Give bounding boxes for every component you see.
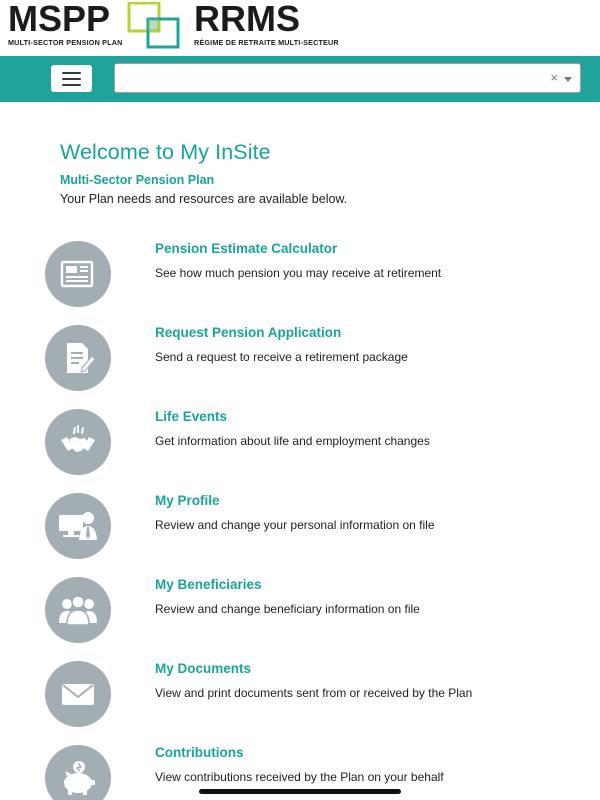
item-description: View and print documents sent from or received by the Plan bbox=[155, 686, 473, 700]
rrms-subtitle: RÉGIME DE RETRAITE MULTI-SECTEUR bbox=[194, 38, 339, 47]
piggy-bank-icon[interactable] bbox=[45, 745, 111, 800]
rrms-wordmark: RRMS bbox=[194, 0, 300, 39]
clear-icon[interactable]: × bbox=[550, 70, 558, 85]
item-description: See how much pension you may receive at retirement bbox=[155, 266, 442, 280]
welcome-section bbox=[60, 140, 560, 206]
profile-computer-icon[interactable] bbox=[45, 493, 111, 559]
logo-squares-icon bbox=[126, 2, 182, 50]
item-description: Review and change your personal information on file bbox=[155, 518, 435, 532]
item-my-profile[interactable] bbox=[45, 493, 585, 559]
item-request-pension-application[interactable] bbox=[45, 325, 585, 391]
plan-select[interactable] bbox=[114, 63, 581, 93]
item-title[interactable]: My Beneficiaries bbox=[155, 577, 262, 592]
menu-button[interactable] bbox=[51, 65, 92, 92]
item-title[interactable]: My Profile bbox=[155, 493, 220, 508]
home-indicator[interactable] bbox=[199, 789, 401, 794]
plan-name: Multi-Sector Pension Plan bbox=[60, 173, 215, 187]
handshake-icon[interactable] bbox=[45, 409, 111, 475]
item-description: Review and change beneficiary information on file bbox=[155, 602, 420, 616]
hamburger-icon-line bbox=[62, 84, 81, 86]
item-title[interactable]: Pension Estimate Calculator bbox=[155, 241, 338, 256]
item-description: View contributions received by the Plan on your behalf bbox=[155, 770, 444, 784]
hamburger-icon-line bbox=[62, 78, 81, 80]
rrms-logo bbox=[194, 2, 339, 47]
mspp-wordmark: MSPP bbox=[8, 0, 111, 39]
item-description: Send a request to receive a retirement package bbox=[155, 350, 408, 364]
newspaper-icon[interactable] bbox=[45, 241, 111, 307]
item-title[interactable]: Request Pension Application bbox=[155, 325, 342, 340]
brand-header bbox=[0, 0, 600, 58]
document-edit-icon[interactable] bbox=[45, 325, 111, 391]
item-pension-estimate-calculator[interactable] bbox=[45, 241, 585, 307]
mspp-subtitle: MULTI-SECTOR PENSION PLAN bbox=[8, 38, 123, 47]
plan-description: Your Plan needs and resources are available below. bbox=[60, 192, 348, 206]
item-title[interactable]: My Documents bbox=[155, 661, 252, 676]
hamburger-icon bbox=[62, 72, 81, 74]
chevron-down-icon[interactable] bbox=[564, 77, 572, 82]
group-icon[interactable] bbox=[45, 577, 111, 643]
item-description: Get information about life and employment changes bbox=[155, 434, 430, 448]
mspp-logo bbox=[8, 2, 123, 47]
page-title: Welcome to My InSite bbox=[60, 140, 271, 164]
item-life-events[interactable] bbox=[45, 409, 585, 475]
item-my-beneficiaries[interactable] bbox=[45, 577, 585, 643]
item-title[interactable]: Contributions bbox=[155, 745, 244, 760]
item-title[interactable]: Life Events bbox=[155, 409, 228, 424]
item-my-documents[interactable] bbox=[45, 661, 585, 727]
nav-bar bbox=[0, 56, 600, 102]
envelope-icon[interactable] bbox=[45, 661, 111, 727]
